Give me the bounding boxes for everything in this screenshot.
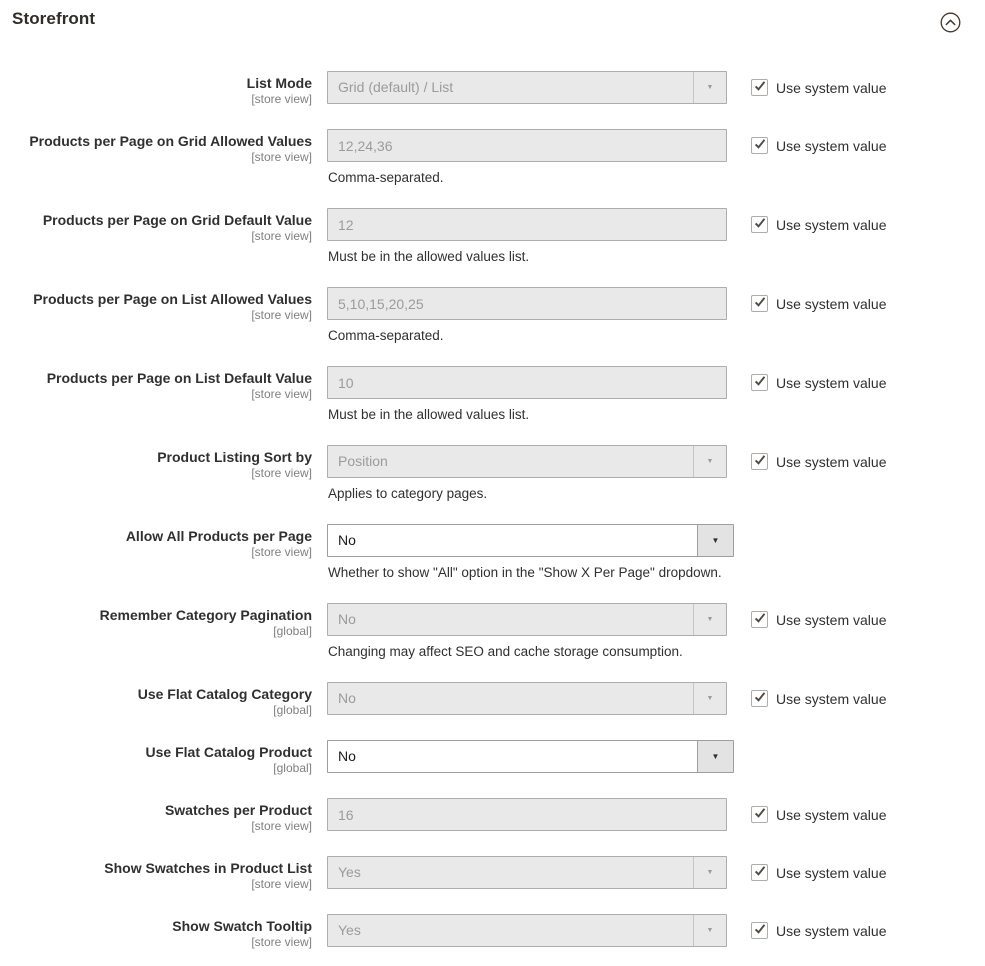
control-slot: [327, 208, 734, 265]
chevron-down-icon: ▼: [693, 857, 726, 888]
checkbox-label: Use system value: [776, 216, 887, 233]
field-scope: [store view]: [251, 308, 312, 322]
select-value: Grid (default) / List: [338, 79, 454, 95]
field-label-column: [0, 856, 312, 892]
chevron-down-icon: ▼: [693, 604, 726, 635]
chevron-up-circle-icon: [940, 21, 961, 36]
field-label-column: [0, 445, 312, 481]
use-system-checkbox[interactable]: [751, 806, 768, 823]
control-slot: [327, 524, 734, 581]
field-label: List Mode: [246, 75, 312, 91]
field-row: [0, 445, 985, 502]
field-scope: [store view]: [251, 545, 312, 559]
field-scope: [global]: [273, 624, 312, 638]
select-control: [327, 856, 727, 889]
field-scope: [global]: [273, 703, 312, 717]
field-label-column: [0, 129, 312, 165]
field-row: [0, 524, 985, 581]
field-row: [0, 287, 985, 344]
field-label: Product Listing Sort by: [157, 449, 312, 465]
control-slot: [327, 740, 734, 773]
field-label: Remember Category Pagination: [99, 607, 312, 623]
select-control: [327, 682, 727, 715]
checkbox-label: Use system value: [776, 295, 887, 312]
checkmark-icon: [754, 922, 766, 940]
field-scope: [store view]: [251, 935, 312, 949]
field-note: Must be in the allowed values list.: [328, 249, 530, 264]
chevron-down-icon: ▼: [697, 741, 733, 772]
checkbox-label: Use system value: [776, 922, 887, 939]
control-slot: [327, 603, 734, 660]
select-value: Position: [338, 453, 388, 469]
field-label: Allow All Products per Page: [125, 528, 312, 544]
field-row: [0, 682, 985, 718]
use-system-checkbox-wrap[interactable]: [751, 366, 886, 391]
checkmark-icon: [754, 216, 766, 234]
field-scope: [store view]: [251, 92, 312, 106]
collapse-section-button[interactable]: [938, 10, 963, 35]
field-scope: [store view]: [251, 819, 312, 833]
chevron-down-icon: ▼: [693, 915, 726, 946]
field-label: Products per Page on Grid Default Value: [42, 212, 312, 228]
field-row: [0, 798, 985, 834]
use-system-checkbox[interactable]: [751, 216, 768, 233]
field-note: Applies to category pages.: [328, 486, 488, 501]
field-label-column: [0, 208, 312, 244]
use-system-checkbox[interactable]: [751, 374, 768, 391]
field-label: Show Swatches in Product List: [104, 860, 312, 876]
select-control: [327, 603, 727, 636]
field-row: [0, 71, 985, 107]
select-value: Yes: [338, 864, 361, 880]
field-label: Products per Page on List Default Value: [46, 370, 312, 386]
field-scope: [store view]: [251, 466, 312, 480]
field-row: [0, 366, 985, 423]
checkbox-label: Use system value: [776, 690, 887, 707]
field-row: [0, 856, 985, 892]
use-system-checkbox-wrap[interactable]: [751, 682, 886, 707]
field-scope: [store view]: [251, 150, 312, 164]
use-system-checkbox[interactable]: [751, 864, 768, 881]
use-system-checkbox-wrap[interactable]: [751, 856, 886, 881]
checkbox-label: Use system value: [776, 137, 887, 154]
field-label-column: [0, 682, 312, 718]
checkbox-label: Use system value: [776, 864, 887, 881]
field-scope: [store view]: [251, 877, 312, 891]
field-label-column: [0, 798, 312, 834]
control-slot: [327, 682, 734, 715]
field-label: Show Swatch Tooltip: [172, 918, 312, 934]
use-system-checkbox[interactable]: [751, 295, 768, 312]
select-control: [327, 71, 727, 104]
use-system-checkbox[interactable]: [751, 79, 768, 96]
field-scope: [store view]: [251, 387, 312, 401]
text-input: [327, 287, 727, 320]
chevron-down-icon: ▼: [693, 446, 726, 477]
section-header: [0, 0, 985, 38]
use-system-checkbox[interactable]: [751, 611, 768, 628]
field-row: [0, 914, 985, 950]
field-label-column: [0, 524, 312, 560]
use-system-checkbox-wrap[interactable]: [751, 603, 886, 628]
select-control[interactable]: [327, 740, 734, 773]
field-note: Whether to show "All" option in the "Show X Per Page" dropdown.: [328, 565, 722, 580]
select-value: No: [338, 611, 356, 627]
checkbox-label: Use system value: [776, 806, 887, 823]
use-system-checkbox[interactable]: [751, 690, 768, 707]
checkmark-icon: [754, 864, 766, 882]
control-slot: [327, 71, 734, 104]
field-scope: [store view]: [251, 229, 312, 243]
use-system-checkbox-wrap[interactable]: [751, 129, 886, 154]
control-slot: [327, 287, 734, 344]
select-control: [327, 914, 727, 947]
checkmark-icon: [754, 374, 766, 392]
field-label-column: [0, 366, 312, 402]
checkmark-icon: [754, 79, 766, 97]
control-slot: [327, 914, 734, 947]
field-label: Use Flat Catalog Product: [145, 744, 312, 760]
field-row: [0, 129, 985, 186]
field-note: Comma-separated.: [328, 170, 444, 185]
page-title: Storefront: [12, 9, 96, 28]
field-row: [0, 603, 985, 660]
field-label: Products per Page on List Allowed Values: [33, 291, 312, 307]
chevron-down-icon: ▼: [693, 72, 726, 103]
text-input: [327, 129, 727, 162]
use-system-checkbox-wrap[interactable]: [751, 71, 886, 96]
checkbox-label: Use system value: [776, 374, 887, 391]
control-slot: [327, 856, 734, 889]
chevron-down-icon: ▼: [697, 525, 733, 556]
checkmark-icon: [754, 806, 766, 824]
checkmark-icon: [754, 137, 766, 155]
use-system-checkbox-wrap[interactable]: [751, 798, 886, 823]
checkmark-icon: [754, 690, 766, 708]
field-label-column: [0, 914, 312, 950]
control-slot: [327, 366, 734, 423]
text-input: [327, 798, 727, 831]
control-slot: [327, 445, 734, 502]
chevron-down-icon: ▼: [693, 683, 726, 714]
field-label-column: [0, 740, 312, 776]
select-value: No: [338, 748, 356, 764]
checkbox-label: Use system value: [776, 611, 887, 628]
checkbox-label: Use system value: [776, 79, 887, 96]
field-label-column: [0, 287, 312, 323]
field-note: Comma-separated.: [328, 328, 444, 343]
checkmark-icon: [754, 295, 766, 313]
field-row: [0, 740, 985, 776]
select-value: Yes: [338, 922, 361, 938]
text-input: [327, 366, 727, 399]
fields-container: [0, 38, 985, 950]
text-input: [327, 208, 727, 241]
select-control: [327, 445, 727, 478]
field-label-column: [0, 603, 312, 639]
control-slot: [327, 798, 734, 831]
field-label: Products per Page on Grid Allowed Values: [29, 133, 312, 149]
use-system-checkbox-wrap[interactable]: [751, 914, 886, 939]
select-control[interactable]: [327, 524, 734, 557]
use-system-checkbox-wrap[interactable]: [751, 208, 886, 233]
field-label-column: [0, 71, 312, 107]
use-system-checkbox-wrap[interactable]: [751, 445, 886, 470]
field-label: Use Flat Catalog Category: [137, 686, 312, 702]
use-system-checkbox[interactable]: [751, 922, 768, 939]
select-value: No: [338, 690, 356, 706]
select-value: No: [338, 532, 356, 548]
control-slot: [327, 129, 734, 186]
use-system-checkbox-wrap[interactable]: [751, 287, 886, 312]
use-system-checkbox[interactable]: [751, 137, 768, 154]
field-note: Changing may affect SEO and cache storage consumption.: [328, 644, 683, 659]
checkmark-icon: [754, 611, 766, 629]
field-label: Swatches per Product: [164, 802, 312, 818]
field-note: Must be in the allowed values list.: [328, 407, 530, 422]
field-scope: [global]: [273, 761, 312, 775]
use-system-checkbox[interactable]: [751, 453, 768, 470]
field-row: [0, 208, 985, 265]
checkbox-label: Use system value: [776, 453, 887, 470]
checkmark-icon: [754, 453, 766, 471]
